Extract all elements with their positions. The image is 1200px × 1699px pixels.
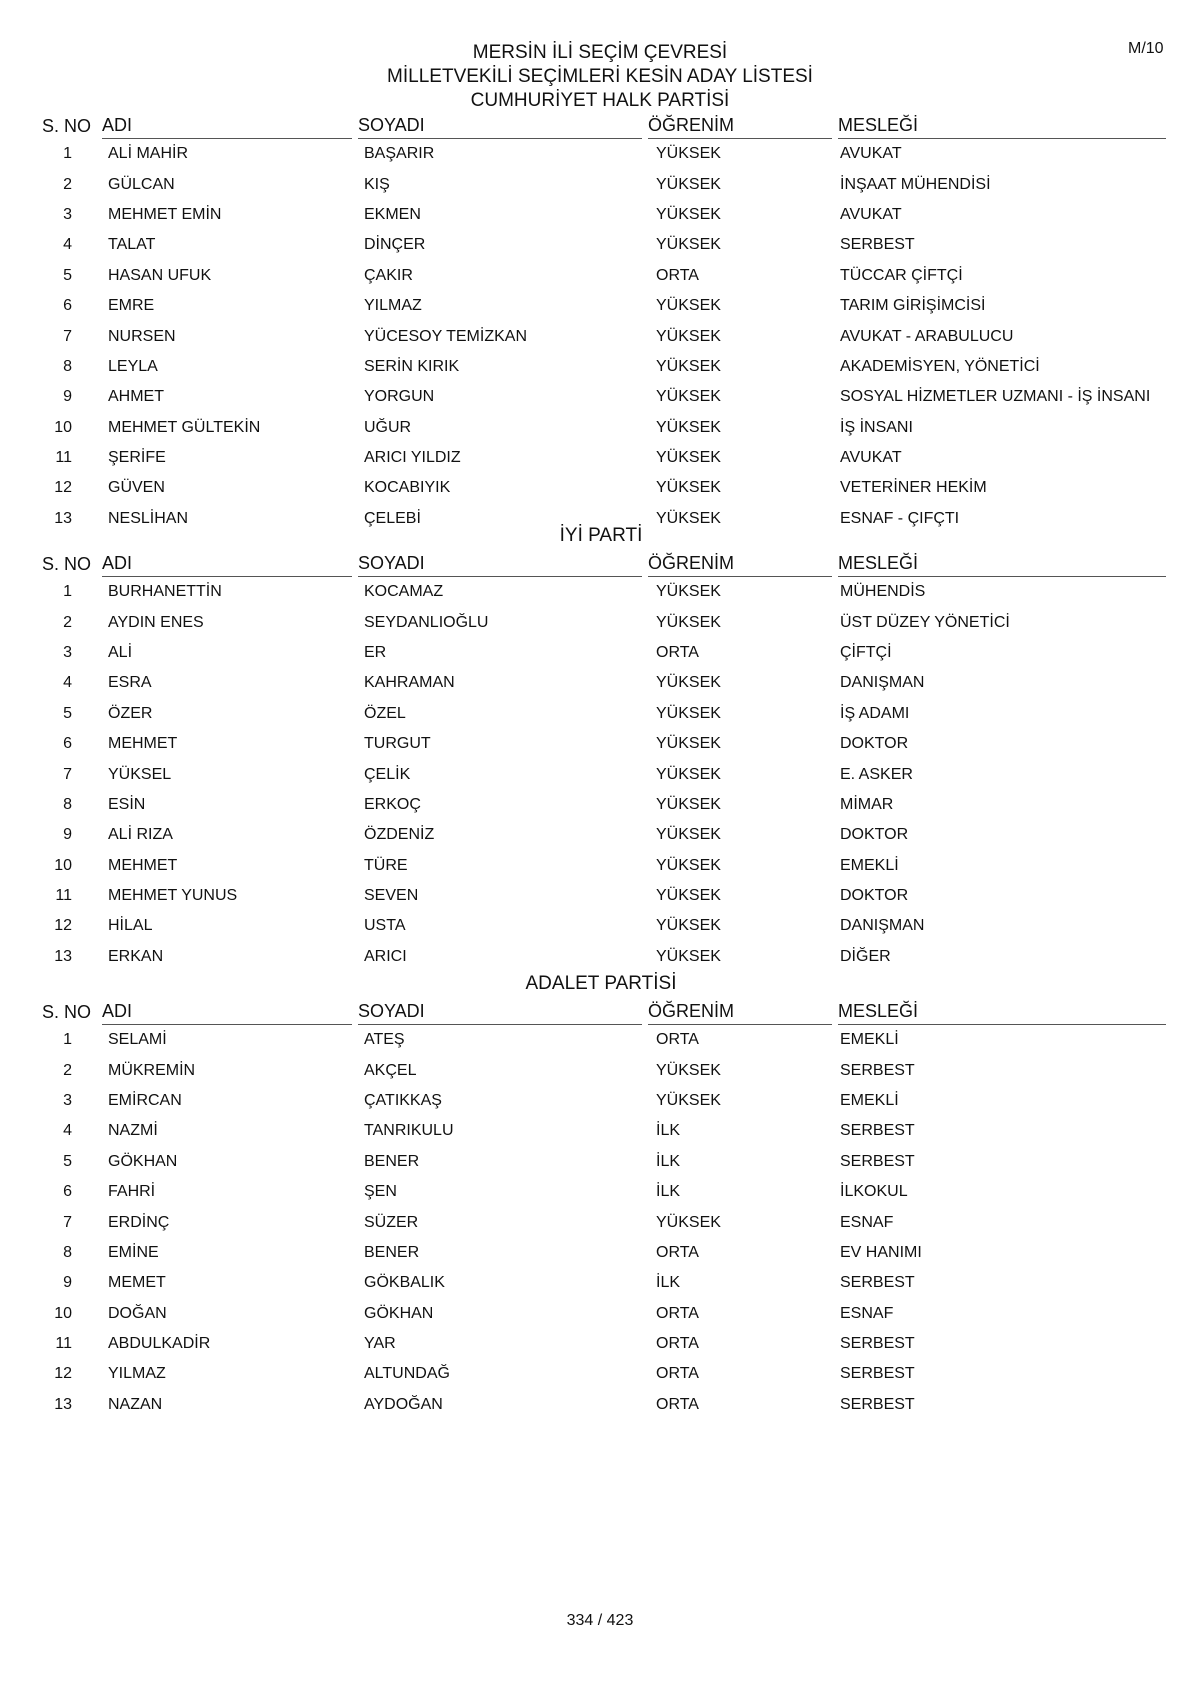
cell-ogrenim: İLK [656,1183,681,1201]
table-row [36,382,1166,412]
cell-adi: ERKAN [108,947,164,965]
cell-adi: ALİ [108,643,133,661]
column-header-label: SOYADI [358,115,642,139]
table-row [36,699,1166,729]
column-header-label: MESLEĞİ [838,553,1166,577]
cell-soyadi: ARICI YILDIZ [364,449,461,467]
cell-soyadi: UĞUR [364,418,412,436]
cell-meslegi: İLKOKUL [840,1183,908,1201]
cell-meslegi: SERBEST [840,1274,915,1292]
cell-ogrenim: YÜKSEK [656,704,721,722]
cell-s-no: 4 [63,674,72,692]
cell-soyadi: GÖKBALIK [364,1274,445,1292]
cell-soyadi: TANRIKULU [364,1122,454,1140]
cell-meslegi: EV HANIMI [840,1243,922,1261]
cell-adi: MEHMET GÜLTEKİN [108,418,261,436]
cell-s-no: 8 [63,795,72,813]
cell-meslegi: SERBEST [840,1061,915,1079]
cell-meslegi: SERBEST [840,1122,915,1140]
cell-soyadi: YORGUN [364,388,435,406]
cell-meslegi: SERBEST [840,1152,915,1170]
cell-adi: ESRA [108,674,152,692]
cell-meslegi: İŞ İNSANI [840,418,913,436]
party-title: İYİ PARTİ [559,525,643,546]
cell-meslegi: İNŞAAT MÜHENDİSİ [840,175,991,193]
table-row [36,1299,1166,1329]
cell-ogrenim: İLK [656,1122,681,1140]
cell-ogrenim: YÜKSEK [656,509,721,527]
cell-s-no: 8 [63,357,72,375]
cell-soyadi: BENER [364,1152,420,1170]
candidate-section [36,972,1166,1420]
cell-s-no: 2 [63,613,72,631]
cell-ogrenim: YÜKSEK [656,1213,721,1231]
column-header-label: ÖĞRENİM [648,115,832,139]
cell-ogrenim: YÜKSEK [656,388,721,406]
table-row [36,1329,1166,1359]
title-line-province: MERSİN İLİ SEÇİM ÇEVRESİ [472,42,728,63]
cell-soyadi: AKÇEL [364,1061,417,1079]
cell-soyadi: ÇATIKKAŞ [364,1091,442,1109]
cell-meslegi: SERBEST [840,1365,915,1383]
cell-adi: BURHANETTİN [108,583,222,601]
table-row [36,261,1166,291]
cell-s-no: 13 [54,947,72,965]
cell-soyadi: SÜZER [364,1213,419,1231]
cell-meslegi: ÜST DÜZEY YÖNETİCİ [840,613,1010,631]
cell-soyadi: DİNÇER [364,236,426,254]
cell-adi: GÜVEN [108,479,165,497]
title-line-party: CUMHURİYET HALK PARTİSİ [470,90,730,111]
cell-s-no: 9 [63,826,72,844]
cell-meslegi: E. ASKER [840,765,913,783]
cell-adi: NAZMİ [108,1122,158,1140]
candidate-section [36,524,1166,972]
cell-meslegi: TARIM GİRİŞİMCİSİ [840,297,986,315]
column-header-soyadi [358,998,648,1025]
cell-ogrenim: YÜKSEK [656,418,721,436]
cell-meslegi: MÜHENDİS [840,583,926,601]
cell-ogrenim: İLK [656,1274,681,1292]
column-header-meslegi [838,998,1166,1025]
cell-adi: EMİNE [108,1243,159,1261]
column-header-label: ADI [102,115,352,139]
cell-adi: MEHMET [108,735,178,753]
cell-ogrenim: YÜKSEK [656,795,721,813]
table-row [36,230,1166,260]
table-row [36,413,1166,443]
table-row [36,139,1166,169]
cell-meslegi: SERBEST [840,1335,915,1353]
document-title [0,41,1200,113]
cell-meslegi: DİĞER [840,947,891,965]
cell-adi: MEHMET YUNUS [108,887,238,905]
cell-s-no: 10 [54,856,72,874]
cell-meslegi: SERBEST [840,236,915,254]
cell-ogrenim: YÜKSEK [656,765,721,783]
cell-ogrenim: YÜKSEK [656,327,721,345]
candidate-table [36,550,1166,972]
cell-adi: MEHMET [108,856,178,874]
cell-soyadi: KAHRAMAN [364,674,455,692]
cell-soyadi: ŞEN [364,1183,397,1201]
cell-adi: NESLİHAN [108,509,189,527]
cell-ogrenim: YÜKSEK [656,297,721,315]
cell-soyadi: EKMEN [364,205,421,223]
cell-s-no: 13 [54,509,72,527]
column-header-label: SOYADI [358,553,642,577]
cell-adi: AHMET [108,388,164,406]
table-row [36,1390,1166,1420]
cell-ogrenim: ORTA [656,1365,699,1383]
cell-soyadi: TURGUT [364,735,431,753]
cell-ogrenim: YÜKSEK [656,856,721,874]
candidate-table [36,112,1166,534]
cell-meslegi: AVUKAT [840,145,902,163]
cell-soyadi: ER [364,643,387,661]
cell-soyadi: KOCABIYIK [364,479,451,497]
table-row [36,1147,1166,1177]
column-header-ogrenim [648,112,838,139]
column-header-soyadi [358,112,648,139]
table-header-row [36,112,1166,139]
cell-s-no: 3 [63,1091,72,1109]
cell-adi: ABDULKADİR [108,1335,211,1353]
cell-s-no: 10 [54,1304,72,1322]
cell-ogrenim: YÜKSEK [656,205,721,223]
cell-adi: HASAN UFUK [108,266,212,284]
cell-soyadi: BENER [364,1243,420,1261]
candidate-table [36,998,1166,1420]
cell-s-no: 4 [63,236,72,254]
cell-soyadi: ÖZEL [364,704,406,722]
cell-s-no: 11 [55,887,72,905]
cell-ogrenim: ORTA [656,643,699,661]
table-row [36,577,1166,607]
cell-soyadi: ATEŞ [364,1031,405,1049]
cell-meslegi: DOKTOR [840,735,909,753]
cell-adi: HİLAL [108,917,153,935]
cell-adi: ERDİNÇ [108,1213,170,1231]
cell-soyadi: ÇELEBİ [364,509,421,527]
table-row [36,942,1166,972]
cell-adi: ESİN [108,795,146,813]
cell-ogrenim: YÜKSEK [656,1061,721,1079]
cell-meslegi: DANIŞMAN [840,917,925,935]
cell-ogrenim: YÜKSEK [656,236,721,254]
cell-s-no: 9 [63,1274,72,1292]
cell-meslegi: EMEKLİ [840,1031,899,1049]
table-row [36,607,1166,637]
cell-adi: NAZAN [108,1395,163,1413]
cell-ogrenim: ORTA [656,1304,699,1322]
cell-soyadi: SEVEN [364,887,419,905]
cell-s-no: 10 [54,418,72,436]
cell-s-no: 1 [63,1031,72,1049]
cell-ogrenim: ORTA [656,266,699,284]
table-header-row [36,998,1166,1025]
cell-adi: MEMET [108,1274,166,1292]
cell-ogrenim: YÜKSEK [656,735,721,753]
column-header-ogrenim [648,998,838,1025]
cell-adi: NURSEN [108,327,176,345]
cell-ogrenim: YÜKSEK [656,887,721,905]
cell-adi: AYDIN ENES [108,613,204,631]
table-row [36,790,1166,820]
cell-s-no: 2 [63,175,72,193]
cell-s-no: 9 [63,388,72,406]
cell-s-no: 5 [63,266,72,284]
cell-meslegi: SOSYAL HİZMETLER UZMANI - İŞ İNSANI [840,388,1151,406]
cell-s-no: 11 [55,449,72,467]
cell-adi: TALAT [108,236,156,254]
cell-ogrenim: ORTA [656,1031,699,1049]
column-header-label: ÖĞRENİM [648,1001,832,1025]
cell-ogrenim: YÜKSEK [656,917,721,935]
column-header-adi [102,550,358,577]
cell-soyadi: YÜCESOY TEMİZKAN [364,327,527,345]
table-row [36,1177,1166,1207]
table-row [36,729,1166,759]
cell-adi: GÜLCAN [108,175,175,193]
cell-ogrenim: YÜKSEK [656,613,721,631]
table-row [36,1055,1166,1085]
cell-soyadi: USTA [364,917,406,935]
cell-meslegi: AVUKAT [840,205,902,223]
cell-adi: LEYLA [108,357,158,375]
column-header-ogrenim [648,550,838,577]
cell-adi: ŞERİFE [108,449,166,467]
cell-ogrenim: YÜKSEK [656,449,721,467]
cell-meslegi: DOKTOR [840,887,909,905]
cell-adi: EMRE [108,297,155,315]
cell-s-no: 5 [63,704,72,722]
cell-s-no: 7 [63,765,72,783]
cell-meslegi: ÇİFTÇİ [840,643,892,661]
cell-adi: SELAMİ [108,1031,167,1049]
cell-meslegi: ESNAF - ÇIFÇTI [840,509,960,527]
table-row [36,881,1166,911]
cell-soyadi: AYDOĞAN [364,1395,443,1413]
table-row [36,1086,1166,1116]
column-header-label: MESLEĞİ [838,115,1166,139]
table-row [36,1268,1166,1298]
cell-soyadi: YILMAZ [364,297,422,315]
cell-adi: FAHRİ [108,1183,156,1201]
table-row [36,200,1166,230]
table-row [36,473,1166,503]
table-row [36,759,1166,789]
cell-s-no: 6 [63,297,72,315]
table-row [36,169,1166,199]
table-row [36,820,1166,850]
cell-soyadi: ERKOÇ [364,795,421,813]
cell-s-no: 6 [63,1183,72,1201]
column-header-label: S. NO [42,116,92,136]
cell-adi: YÜKSEL [108,765,172,783]
table-row [36,1238,1166,1268]
column-header-meslegi [838,550,1166,577]
column-header-label: S. NO [42,554,92,574]
cell-meslegi: VETERİNER HEKİM [840,479,987,497]
cell-ogrenim: YÜKSEK [656,479,721,497]
cell-meslegi: AVUKAT [840,449,902,467]
column-header-soyadi [358,550,648,577]
cell-adi: EMİRCAN [108,1091,182,1109]
cell-s-no: 3 [63,643,72,661]
cell-meslegi: İŞ ADAMI [840,704,910,722]
cell-meslegi: ESNAF [840,1213,894,1231]
cell-s-no: 2 [63,1061,72,1079]
cell-soyadi: SERİN KIRIK [364,357,460,375]
party-title: ADALET PARTİSİ [525,973,677,994]
cell-soyadi: KOCAMAZ [364,583,444,601]
cell-meslegi: AKADEMİSYEN, YÖNETİCİ [840,357,1040,375]
cell-s-no: 13 [54,1395,72,1413]
cell-s-no: 3 [63,205,72,223]
cell-s-no: 7 [63,327,72,345]
cell-meslegi: ESNAF [840,1304,894,1322]
cell-s-no: 5 [63,1152,72,1170]
cell-s-no: 4 [63,1122,72,1140]
cell-soyadi: ÇELİK [364,765,411,783]
cell-ogrenim: YÜKSEK [656,357,721,375]
cell-adi: GÖKHAN [108,1152,178,1170]
cell-adi: ALİ RIZA [108,826,173,844]
cell-ogrenim: YÜKSEK [656,674,721,692]
cell-soyadi: GÖKHAN [364,1304,434,1322]
cell-ogrenim: YÜKSEK [656,1091,721,1109]
column-header-adi [102,998,358,1025]
cell-s-no: 11 [55,1335,72,1353]
table-row [36,291,1166,321]
cell-meslegi: DANIŞMAN [840,674,925,692]
table-row [36,1025,1166,1055]
cell-ogrenim: YÜKSEK [656,583,721,601]
page-number: 334 / 423 [566,1612,634,1629]
column-header-s-no [36,550,102,577]
cell-s-no: 7 [63,1213,72,1231]
cell-s-no: 12 [54,479,72,497]
column-header-label: ADI [102,1001,352,1025]
column-header-adi [102,112,358,139]
cell-s-no: 1 [63,583,72,601]
cell-adi: YILMAZ [108,1365,166,1383]
table-row [36,443,1166,473]
cell-ogrenim: YÜKSEK [656,145,721,163]
cell-ogrenim: ORTA [656,1335,699,1353]
cell-s-no: 1 [63,145,72,163]
cell-meslegi: AVUKAT - ARABULUCU [840,327,1014,345]
column-header-s-no [36,998,102,1025]
column-header-s-no [36,112,102,139]
column-header-label: ÖĞRENİM [648,553,832,577]
cell-soyadi: TÜRE [364,856,408,874]
cell-adi: MEHMET EMİN [108,205,222,223]
cell-adi: DOĞAN [108,1304,167,1322]
table-row [36,321,1166,351]
column-header-label: ADI [102,553,352,577]
column-header-label: SOYADI [358,1001,642,1025]
column-header-meslegi [838,112,1166,139]
table-row [36,1207,1166,1237]
cell-soyadi: ÇAKIR [364,266,413,284]
cell-soyadi: ARICI [364,947,407,965]
table-row [36,851,1166,881]
cell-ogrenim: YÜKSEK [656,826,721,844]
cell-ogrenim: ORTA [656,1243,699,1261]
table-row [36,668,1166,698]
cell-soyadi: ALTUNDAĞ [364,1365,450,1383]
cell-ogrenim: ORTA [656,1395,699,1413]
title-line-list: MİLLETVEKİLİ SEÇİMLERİ KESİN ADAY LİSTESİ [387,66,813,87]
cell-s-no: 12 [54,1365,72,1383]
cell-ogrenim: YÜKSEK [656,947,721,965]
cell-soyadi: KIŞ [364,175,390,193]
table-row [36,638,1166,668]
cell-soyadi: BAŞARIR [364,145,435,163]
table-header-row [36,550,1166,577]
cell-meslegi: DOKTOR [840,826,909,844]
cell-adi: ALİ MAHİR [108,145,189,163]
cell-meslegi: SERBEST [840,1395,915,1413]
table-row [36,352,1166,382]
cell-s-no: 6 [63,735,72,753]
cell-meslegi: MİMAR [840,795,894,813]
cell-adi: ÖZER [108,704,153,722]
column-header-label: S. NO [42,1002,92,1022]
cell-meslegi: EMEKLİ [840,1091,899,1109]
table-row [36,1359,1166,1389]
cell-soyadi: ÖZDENİZ [364,826,435,844]
cell-soyadi: YAR [364,1335,396,1353]
column-header-label: MESLEĞİ [838,1001,1166,1025]
candidate-section [36,112,1166,534]
table-row [36,911,1166,941]
cell-s-no: 12 [54,917,72,935]
cell-meslegi: TÜCCAR ÇİFTÇİ [840,266,963,284]
cell-adi: MÜKREMİN [108,1061,196,1079]
page-code: M/10 [1128,40,1164,57]
cell-ogrenim: YÜKSEK [656,175,721,193]
cell-soyadi: SEYDANLIOĞLU [364,613,489,631]
cell-ogrenim: İLK [656,1152,681,1170]
cell-meslegi: EMEKLİ [840,856,899,874]
table-row [36,1116,1166,1146]
cell-s-no: 8 [63,1243,72,1261]
